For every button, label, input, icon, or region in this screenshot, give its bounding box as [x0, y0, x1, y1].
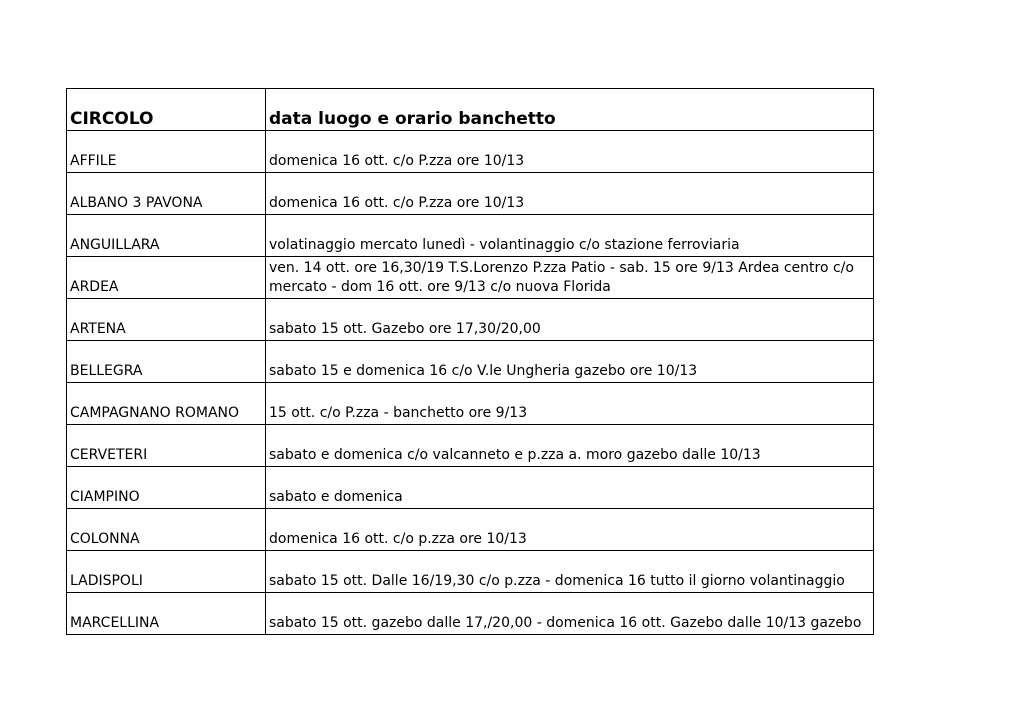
cell-circolo[interactable]: ARTENA: [67, 299, 266, 341]
cell-info[interactable]: domenica 16 ott. c/o P.zza ore 10/13: [266, 131, 874, 173]
cell-info[interactable]: domenica 16 ott. c/o P.zza ore 10/13: [266, 173, 874, 215]
table-row: [67, 299, 874, 341]
cell-circolo[interactable]: MARCELLINA: [67, 593, 266, 635]
table-row: [67, 593, 874, 635]
table-row: [67, 551, 874, 593]
cell-circolo[interactable]: ANGUILLARA: [67, 215, 266, 257]
cell-info[interactable]: sabato 15 ott. Dalle 16/19,30 c/o p.zza - domenica 16 tutto il giorno volantinaggio: [266, 551, 874, 593]
cell-info[interactable]: 15 ott. c/o P.zza - banchetto ore 9/13: [266, 383, 874, 425]
table-row: [67, 173, 874, 215]
cell-info[interactable]: domenica 16 ott. c/o p.zza ore 10/13: [266, 509, 874, 551]
cell-circolo[interactable]: AFFILE: [67, 131, 266, 173]
cell-circolo[interactable]: CERVETERI: [67, 425, 266, 467]
cell-circolo[interactable]: ARDEA: [67, 257, 266, 299]
header-circolo[interactable]: CIRCOLO: [67, 89, 266, 131]
cell-info[interactable]: sabato 15 ott. Gazebo ore 17,30/20,00: [266, 299, 874, 341]
cell-info[interactable]: sabato e domenica c/o valcanneto e p.zza a. moro gazebo dalle 10/13: [266, 425, 874, 467]
cell-info[interactable]: sabato e domenica: [266, 467, 874, 509]
cell-info[interactable]: sabato 15 e domenica 16 c/o V.le Ungheria gazebo ore 10/13: [266, 341, 874, 383]
table-row: [67, 215, 874, 257]
table-row: [67, 257, 874, 299]
cell-info[interactable]: volatinaggio mercato lunedì - volantinaggio c/o stazione ferroviaria: [266, 215, 874, 257]
banchetti-table: [66, 88, 874, 635]
table-row: [67, 383, 874, 425]
cell-info[interactable]: sabato 15 ott. gazebo dalle 17,/20,00 - domenica 16 ott. Gazebo dalle 10/13 gazebo: [266, 593, 874, 635]
cell-circolo[interactable]: ALBANO 3 PAVONA: [67, 173, 266, 215]
table-row: [67, 425, 874, 467]
spreadsheet-sheet: [66, 88, 873, 635]
table-row: [67, 509, 874, 551]
cell-circolo[interactable]: CAMPAGNANO ROMANO: [67, 383, 266, 425]
table-row: [67, 341, 874, 383]
header-row: [67, 89, 874, 131]
table-row: [67, 131, 874, 173]
header-data-luogo-orario[interactable]: data luogo e orario banchetto: [266, 89, 874, 131]
cell-circolo[interactable]: COLONNA: [67, 509, 266, 551]
cell-circolo[interactable]: LADISPOLI: [67, 551, 266, 593]
cell-circolo[interactable]: BELLEGRA: [67, 341, 266, 383]
cell-circolo[interactable]: CIAMPINO: [67, 467, 266, 509]
table-row: [67, 467, 874, 509]
cell-info[interactable]: ven. 14 ott. ore 16,30/19 T.S.Lorenzo P.zza Patio - sab. 15 ore 9/13 Ardea centro c/o mercato - dom 16 ott. ore 9/13 c/o nuova Florida: [266, 257, 874, 299]
